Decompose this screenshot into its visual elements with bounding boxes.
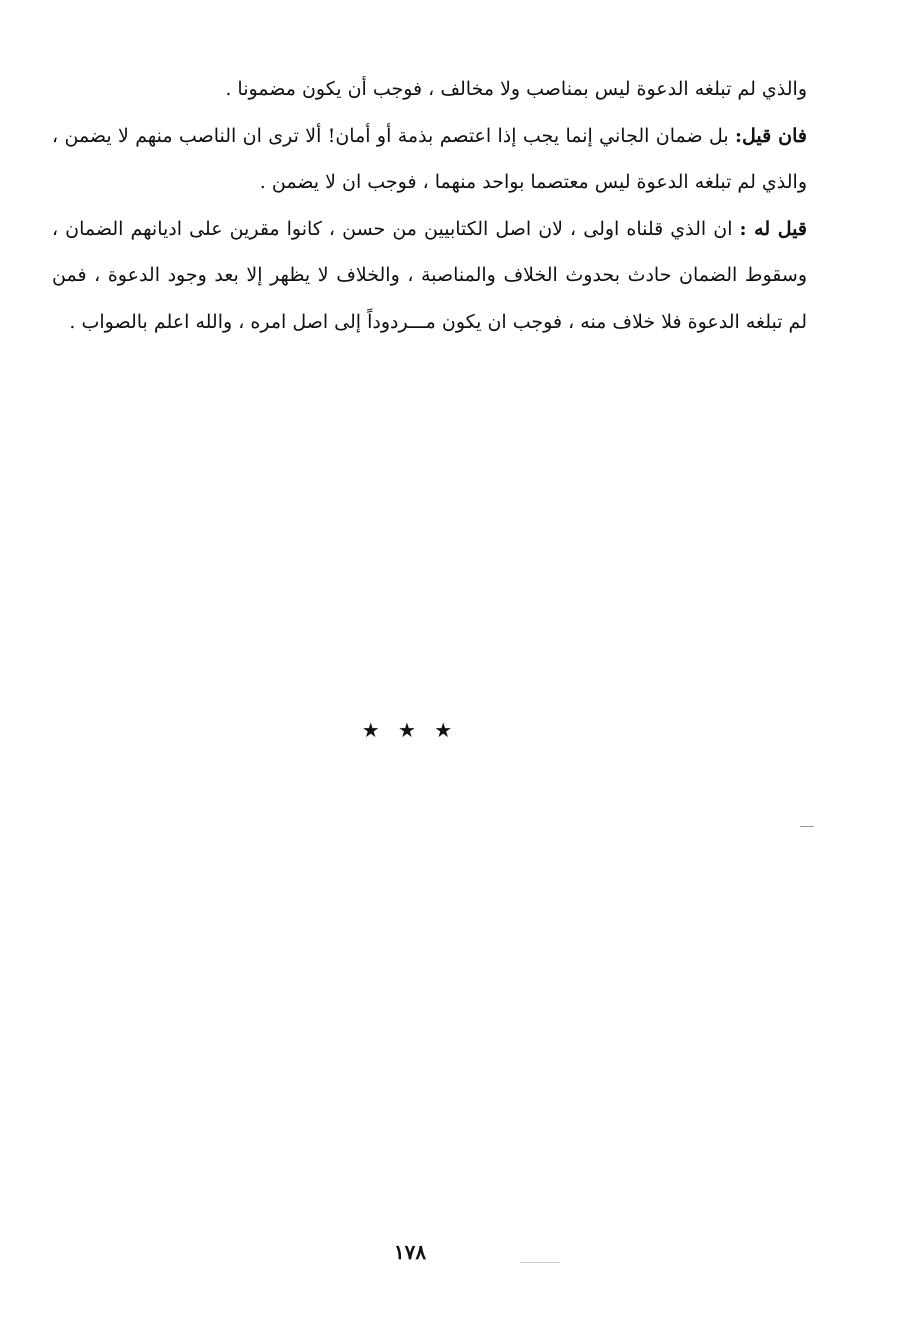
paragraph-3: [52, 206, 807, 346]
paragraph-2-lead: فان قيل:: [735, 124, 807, 147]
scan-speck: [520, 1262, 560, 1263]
paragraph-2: [52, 113, 807, 206]
scan-speck: [800, 826, 814, 827]
paragraph-1: [52, 66, 807, 113]
body-text: [52, 66, 807, 345]
paragraph-3-text: ان الذي قلناه اولى ، لان اصل الكتابيين من حسن ، كانوا مقرين على اديانهم الضمان ، وسقوط الضمان حادث بحدوث الخلاف والمناصبة ، والخلاف لا يظهر إلا بعد وجود الدعوة ، فمن لم تبلغه الدعوة فلا خلاف منه ، فوجب ان يكون مـــردوداً إلى اصل امره ، والله اعلم بالصواب .: [52, 217, 807, 333]
paragraph-1-text: والذي لم تبلغه الدعوة ليس بمناصب ولا مخالف ، فوجب أن يكون مضمونا .: [225, 78, 807, 100]
paragraph-3-lead: قيل له :: [739, 217, 807, 240]
section-divider-stars: ★ ★ ★: [361, 718, 459, 742]
paragraph-2-text: بل ضمان الجاني إنما يجب إذا اعتصم بذمة أو أمان! ألا ترى ان الناصب منهم لا يضمن ، والذي لم تبلغه الدعوة ليس معتصما بواحد منهما ، فوجب ان لا يضمن .: [52, 124, 807, 193]
page-number: ١٧٨: [393, 1240, 427, 1264]
